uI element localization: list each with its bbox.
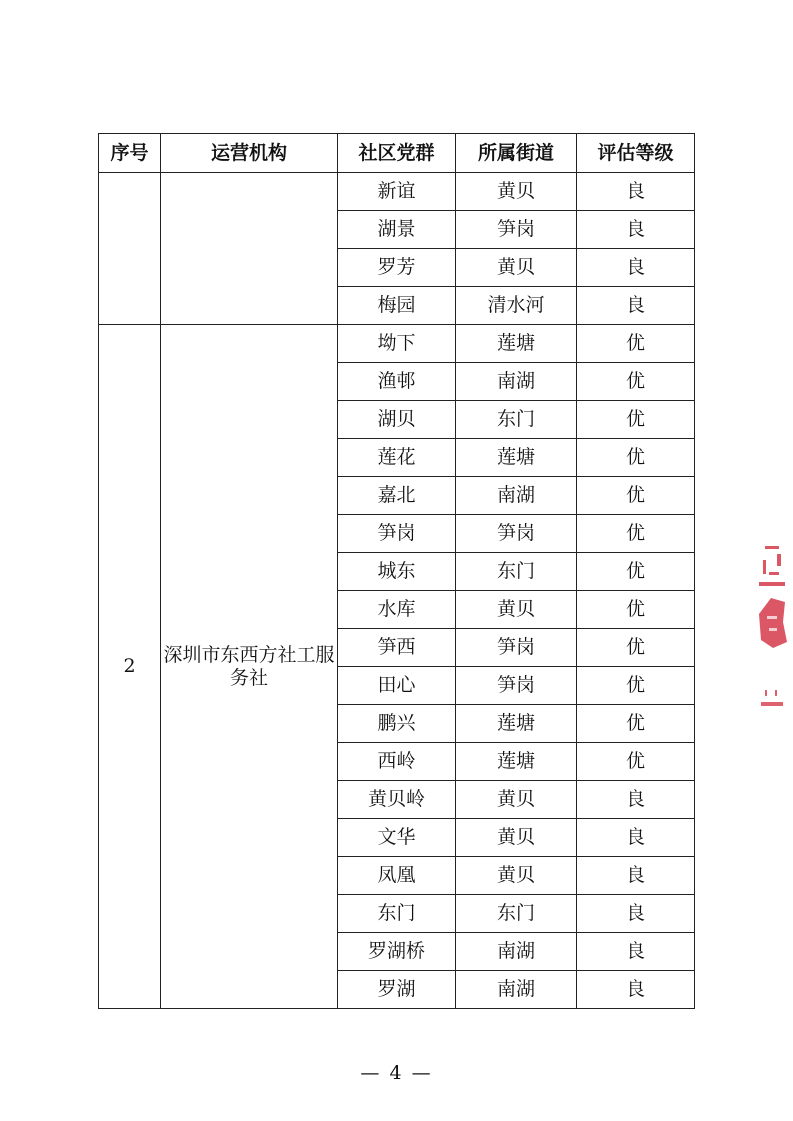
street-cell: 黄贝 (456, 857, 577, 895)
street-cell: 南湖 (456, 971, 577, 1009)
header-seq: 序号 (99, 134, 161, 173)
street-cell: 清水河 (456, 287, 577, 325)
header-org: 运营机构 (161, 134, 338, 173)
header-community: 社区党群 (338, 134, 456, 173)
community-cell: 罗湖 (338, 971, 456, 1009)
street-cell: 黄贝 (456, 591, 577, 629)
grade-cell: 良 (577, 249, 695, 287)
street-cell: 黄贝 (456, 173, 577, 211)
community-cell: 莲花 (338, 439, 456, 477)
street-cell: 莲塘 (456, 439, 577, 477)
seal-fragment-middle (755, 592, 789, 652)
evaluation-table (98, 133, 695, 1009)
street-cell: 莲塘 (456, 743, 577, 781)
community-cell: 东门 (338, 895, 456, 933)
grade-cell: 良 (577, 287, 695, 325)
grade-cell: 优 (577, 439, 695, 477)
grade-cell: 优 (577, 401, 695, 439)
header-row (99, 134, 695, 173)
grade-cell: 优 (577, 667, 695, 705)
community-cell: 湖贝 (338, 401, 456, 439)
street-cell: 黄贝 (456, 249, 577, 287)
table-header (99, 134, 695, 173)
grade-cell: 良 (577, 173, 695, 211)
community-cell: 渔邨 (338, 363, 456, 401)
community-cell: 罗湖桥 (338, 933, 456, 971)
street-cell: 笋岗 (456, 515, 577, 553)
header-street: 所属街道 (456, 134, 577, 173)
street-cell: 笋岗 (456, 629, 577, 667)
grade-cell: 优 (577, 515, 695, 553)
org-cell: 深圳市东西方社工服务社 (161, 325, 338, 1009)
community-cell: 鹏兴 (338, 705, 456, 743)
grade-cell: 优 (577, 553, 695, 591)
grade-cell: 良 (577, 933, 695, 971)
seq-cell: 2 (99, 325, 161, 1009)
community-cell: 笋岗 (338, 515, 456, 553)
seal-fragment-bottom (755, 688, 789, 712)
community-cell: 湖景 (338, 211, 456, 249)
community-cell: 坳下 (338, 325, 456, 363)
community-cell: 西岭 (338, 743, 456, 781)
grade-cell: 优 (577, 591, 695, 629)
community-cell: 水库 (338, 591, 456, 629)
table-body (99, 173, 695, 1009)
grade-cell: 良 (577, 895, 695, 933)
table-row (99, 173, 695, 211)
grade-cell: 良 (577, 857, 695, 895)
seal-fragment-top (755, 542, 789, 590)
grade-cell: 优 (577, 325, 695, 363)
header-grade: 评估等级 (577, 134, 695, 173)
community-cell: 嘉北 (338, 477, 456, 515)
community-cell: 笋西 (338, 629, 456, 667)
table-row (99, 325, 695, 363)
org-cell-empty (161, 173, 338, 325)
grade-cell: 良 (577, 781, 695, 819)
community-cell: 罗芳 (338, 249, 456, 287)
grade-cell: 优 (577, 705, 695, 743)
community-cell: 城东 (338, 553, 456, 591)
grade-cell: 优 (577, 629, 695, 667)
community-cell: 黄贝岭 (338, 781, 456, 819)
street-cell: 笋岗 (456, 211, 577, 249)
grade-cell: 优 (577, 743, 695, 781)
street-cell: 东门 (456, 895, 577, 933)
community-cell: 文华 (338, 819, 456, 857)
grade-cell: 优 (577, 363, 695, 401)
grade-cell: 优 (577, 477, 695, 515)
grade-cell: 良 (577, 971, 695, 1009)
street-cell: 南湖 (456, 477, 577, 515)
community-cell: 田心 (338, 667, 456, 705)
street-cell: 莲塘 (456, 705, 577, 743)
grade-cell: 良 (577, 819, 695, 857)
street-cell: 南湖 (456, 363, 577, 401)
page-number: — 4 — (360, 1062, 433, 1084)
community-cell: 凤凰 (338, 857, 456, 895)
street-cell: 东门 (456, 401, 577, 439)
community-cell: 新谊 (338, 173, 456, 211)
community-cell: 梅园 (338, 287, 456, 325)
seq-cell-empty (99, 173, 161, 325)
street-cell: 黄贝 (456, 781, 577, 819)
street-cell: 笋岗 (456, 667, 577, 705)
street-cell: 黄贝 (456, 819, 577, 857)
street-cell: 南湖 (456, 933, 577, 971)
grade-cell: 良 (577, 211, 695, 249)
street-cell: 东门 (456, 553, 577, 591)
street-cell: 莲塘 (456, 325, 577, 363)
